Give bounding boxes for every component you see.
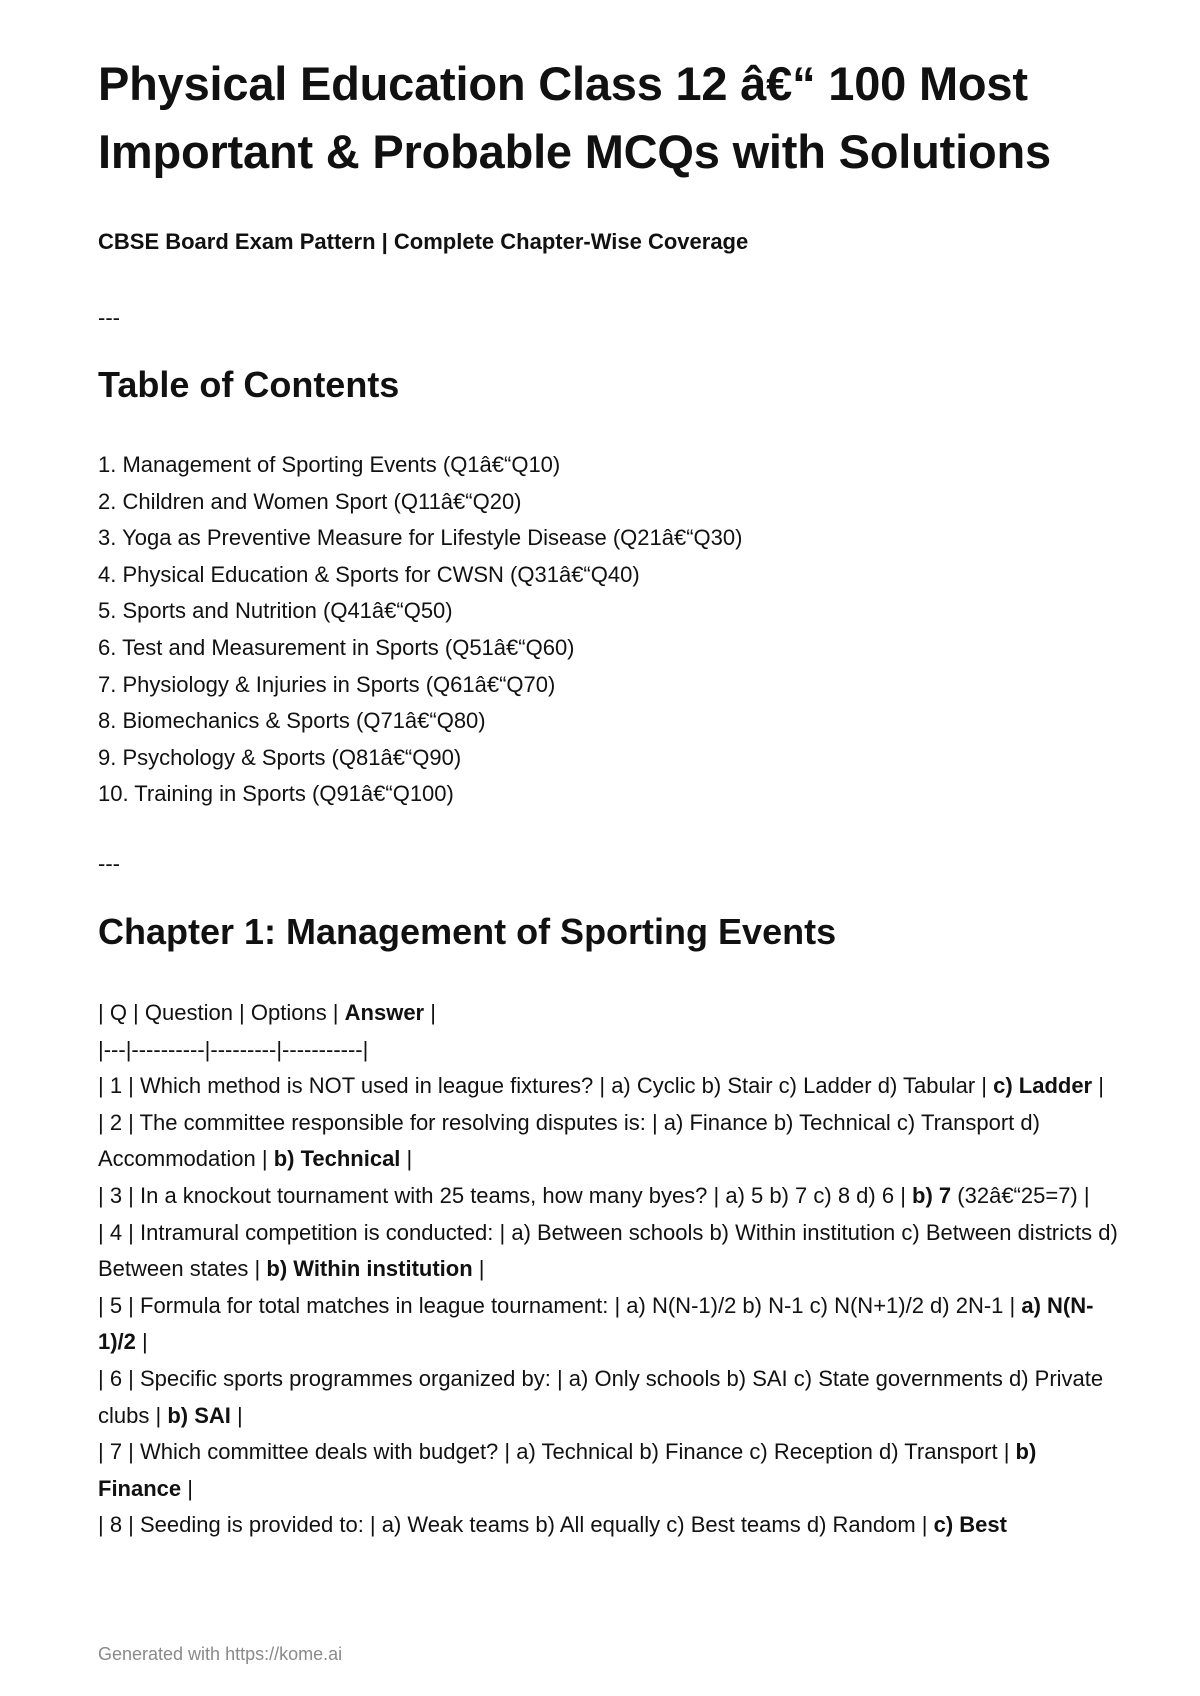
- row-end: |: [472, 1256, 485, 1282]
- table-header-end: |: [424, 1000, 436, 1025]
- answer-text: c) Best: [933, 1512, 1007, 1538]
- answer-text: b) Technical: [273, 1146, 401, 1172]
- question-text: | 8 | Seeding is provided to: | a) Weak teams b) All equally c) Best teams d) Random |: [98, 1512, 934, 1538]
- question-text: | 3 | In a knockout tournament with 25 teams, how many byes? | a) 5 b) 7 c) 8 d) 6 |: [98, 1182, 913, 1208]
- question-text: | 6 | Specific sports programmes organized by: | a) Only schools b) SAI c) State governments d) Private clubs |: [98, 1365, 1104, 1428]
- toc-item: 6. Test and Measurement in Sports (Q51â€“Q60): [98, 634, 575, 660]
- answer-text: b) SAI: [167, 1402, 231, 1428]
- answer-text: b) Finance: [98, 1439, 1037, 1501]
- row-end: |: [1092, 1073, 1104, 1099]
- table-row: [98, 1361, 1118, 1434]
- table-divider-row: |---|----------|---------|-----------|: [98, 1036, 369, 1062]
- row-end: |: [400, 1146, 413, 1172]
- answer-text: c) Ladder: [993, 1073, 1093, 1099]
- toc-item: 8. Biomechanics & Sports (Q71â€“Q80): [98, 708, 486, 734]
- toc-item: 7. Physiology & Injuries in Sports (Q61â€“Q70): [98, 671, 556, 697]
- toc-item: 4. Physical Education & Sports for CWSN (Q31â€“Q40): [98, 561, 640, 587]
- table-header-row: [98, 995, 1118, 1032]
- toc-item: 10. Training in Sports (Q91â€“Q100): [98, 781, 454, 807]
- question-text: | 4 | Intramural competition is conducted: | a) Between schools b) Within institution c) Between districts d) Between states |: [98, 1219, 1118, 1282]
- question-text: | 1 | Which method is NOT used in league fixtures? | a) Cyclic b) Stair c) Ladder d) Tabular |: [98, 1073, 994, 1099]
- question-text: | 5 | Formula for total matches in league tournament: | a) N(N-1)/2 b) N-1 c) N(N+1)/2 d) 2N-1 |: [98, 1292, 1022, 1318]
- table-row: [98, 1178, 1118, 1215]
- question-text: | 7 | Which committee deals with budget? | a) Technical b) Finance c) Reception d) Transport |: [98, 1439, 1016, 1465]
- document-subtitle: CBSE Board Exam Pattern | Complete Chapter-Wise Coverage: [98, 229, 749, 254]
- toc-heading: Table of Contents: [98, 364, 400, 405]
- table-row: [98, 1288, 1118, 1361]
- row-end: |: [135, 1329, 148, 1355]
- toc-item: 5. Sports and Nutrition (Q41â€“Q50): [98, 598, 453, 624]
- answer-text: a) N(N-1)/2: [98, 1292, 1094, 1355]
- table-row: [98, 1507, 1118, 1544]
- table-header-text: | Q | Question | Options |: [98, 1000, 345, 1025]
- table-row: [98, 1068, 1118, 1105]
- table-row: [98, 1105, 1118, 1178]
- document-title: Physical Education Class 12 â€“ 100 Most Important & Probable MCQs with Solutions: [98, 57, 1051, 178]
- table-header-answer: Answer: [344, 1000, 425, 1025]
- chapter-heading: Chapter 1: Management of Sporting Events: [98, 911, 837, 952]
- answer-text: b) 7: [912, 1182, 952, 1208]
- question-text: | 2 | The committee responsible for resolving disputes is: | a) Finance b) Technical c) Transport d) Accommodation |: [98, 1109, 1040, 1172]
- separator-line: ---: [98, 851, 120, 876]
- mcq-table: [98, 995, 1118, 1544]
- table-of-contents: [98, 447, 742, 813]
- answer-text: b) Within institution: [266, 1256, 473, 1282]
- row-end: |: [181, 1475, 193, 1501]
- toc-item: 2. Children and Women Sport (Q11â€“Q20): [98, 488, 522, 514]
- separator-line: ---: [98, 305, 120, 330]
- toc-item: 3. Yoga as Preventive Measure for Lifestyle Disease (Q21â€“Q30): [98, 525, 743, 551]
- toc-item: 9. Psychology & Sports (Q81â€“Q90): [98, 744, 462, 770]
- table-row: [98, 1215, 1118, 1288]
- toc-item: 1. Management of Sporting Events (Q1â€“Q10): [98, 452, 561, 477]
- table-row: [98, 1434, 1118, 1507]
- row-end: (32â€“25=7) |: [951, 1182, 1090, 1208]
- row-end: |: [230, 1402, 243, 1428]
- footer-credit: Generated with https://kome.ai: [98, 1644, 343, 1664]
